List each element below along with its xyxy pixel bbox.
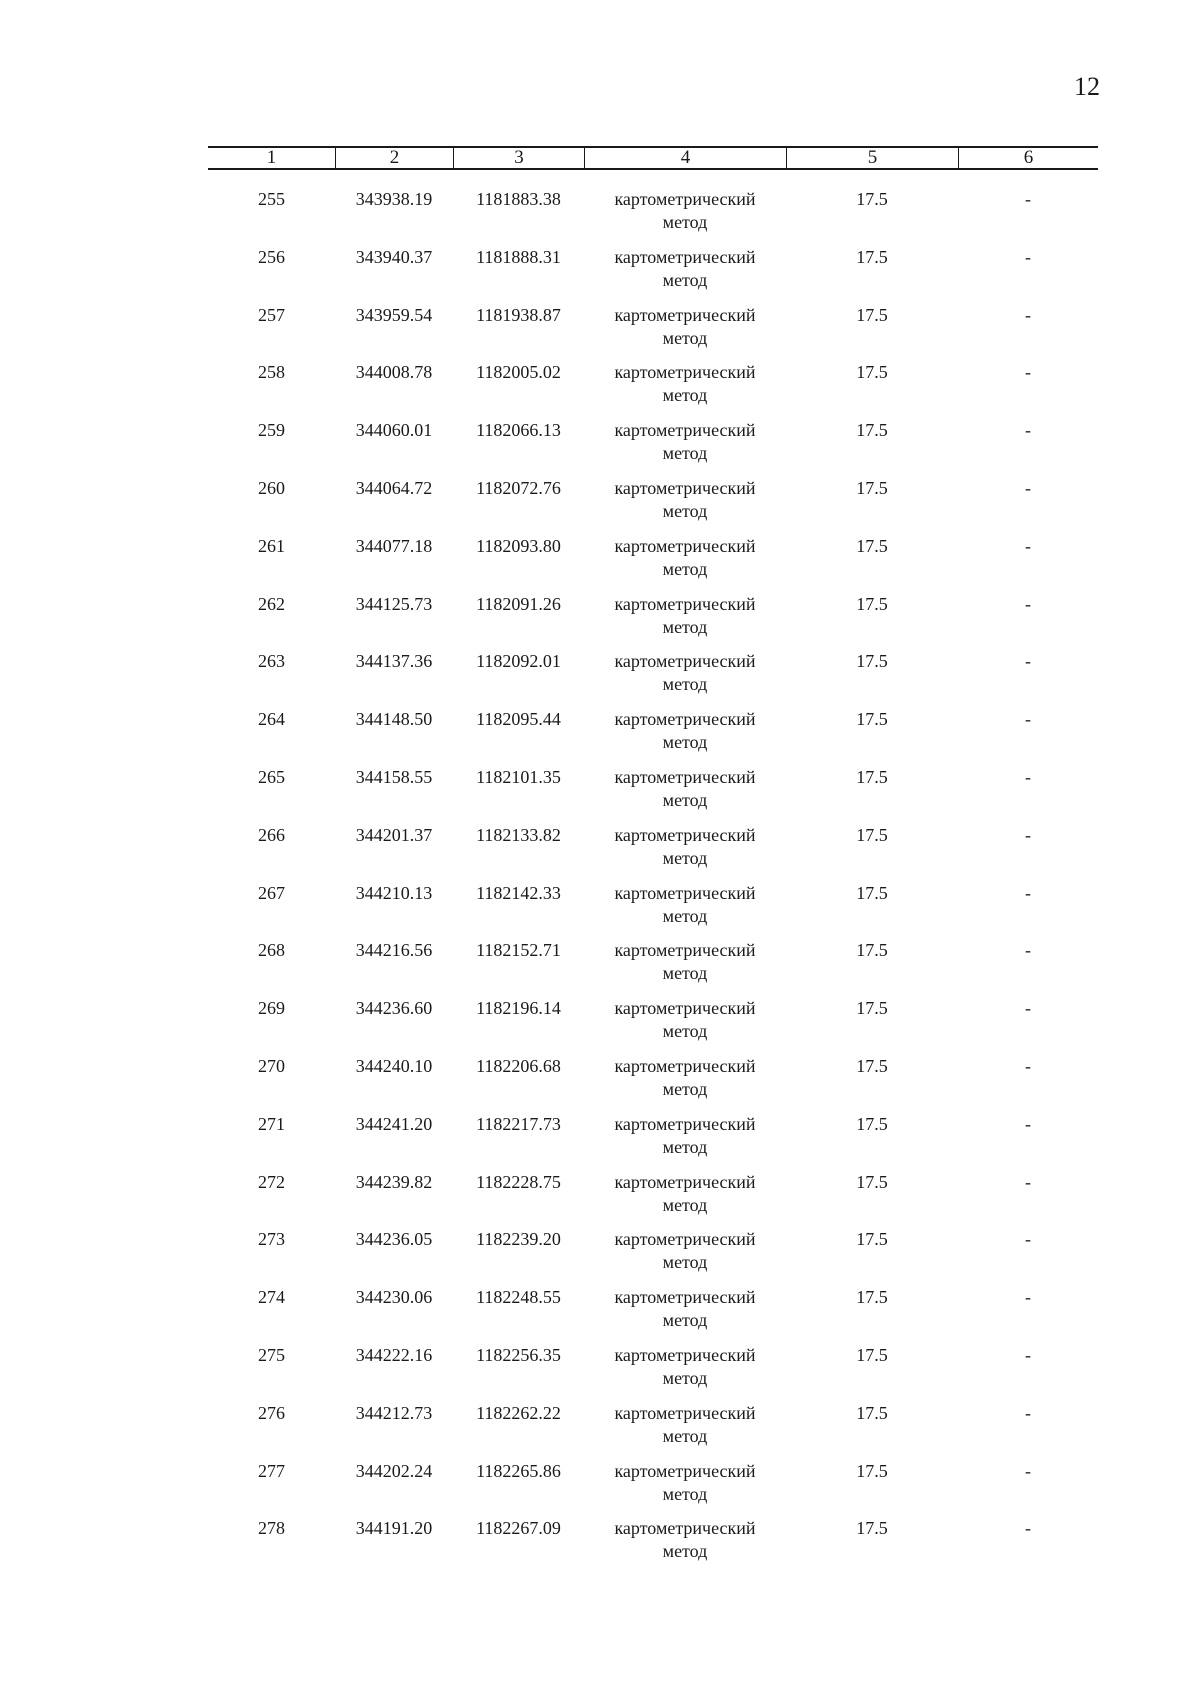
table-row (208, 708, 1098, 766)
point-number: 257 (258, 304, 285, 325)
method-line-1: картометрический (614, 535, 756, 556)
note-value: - (1025, 1287, 1031, 1308)
coord-x: 344216.56 (355, 940, 433, 961)
method-line-2: метод (662, 674, 708, 695)
method-line-1: картометрический (614, 189, 756, 209)
table-row (208, 535, 1098, 593)
point-number: 256 (258, 246, 285, 267)
point-number: 274 (258, 1287, 285, 1308)
method-cell (584, 593, 786, 651)
header-col-2: 2 (335, 148, 453, 168)
method-line-2: метод (662, 1021, 708, 1042)
method-line-1: картометрический (614, 882, 756, 903)
method-cell (584, 708, 786, 766)
accuracy-value: 17.5 (856, 651, 888, 672)
coord-x: 344201.37 (355, 824, 433, 845)
method-cell (584, 246, 786, 304)
method-line-1: картометрический (614, 1344, 756, 1365)
note-value: - (1025, 824, 1031, 845)
coord-y: 1182091.26 (476, 593, 561, 614)
note-value: - (1025, 882, 1031, 903)
coord-y: 1182093.80 (476, 535, 561, 556)
note-value: - (1025, 362, 1031, 383)
method-line-1: картометрический (614, 1229, 756, 1250)
method-cell (584, 882, 786, 940)
method-line-1: картометрический (614, 362, 756, 383)
accuracy-value: 17.5 (856, 709, 888, 730)
coord-x: 344240.10 (355, 1055, 433, 1076)
method-line-2: метод (662, 1367, 708, 1388)
method-line-1: картометрический (614, 593, 756, 614)
accuracy-value: 17.5 (856, 1229, 888, 1250)
method-line-2: метод (662, 1252, 708, 1273)
method-line-2: метод (662, 1425, 708, 1446)
point-number: 268 (258, 940, 285, 961)
coord-y: 1182095.44 (476, 709, 561, 730)
note-value: - (1025, 304, 1031, 325)
method-line-1: картометрический (614, 1113, 756, 1134)
method-cell (584, 361, 786, 419)
note-value: - (1025, 1055, 1031, 1076)
method-cell (584, 304, 786, 362)
method-line-1: картометрический (614, 1402, 756, 1423)
coord-x: 344191.20 (355, 1518, 433, 1539)
method-line-2: метод (662, 269, 708, 290)
coordinates-table (208, 146, 1098, 1575)
accuracy-value: 17.5 (856, 1402, 888, 1423)
coord-x: 344148.50 (355, 709, 433, 730)
table-row (208, 824, 1098, 882)
coord-y: 1182101.35 (476, 766, 561, 787)
coord-x: 343940.37 (355, 246, 433, 267)
page-number: 12 (1074, 72, 1100, 101)
accuracy-value: 17.5 (856, 189, 888, 209)
table-row (208, 419, 1098, 477)
accuracy-value: 17.5 (856, 593, 888, 614)
point-number: 273 (258, 1229, 285, 1250)
table-row (208, 1055, 1098, 1113)
method-line-2: метод (662, 1483, 708, 1504)
note-value: - (1025, 535, 1031, 556)
note-value: - (1025, 420, 1031, 441)
coord-x: 344241.20 (355, 1113, 433, 1134)
method-line-2: метод (662, 1541, 708, 1562)
method-cell (584, 650, 786, 708)
coord-y: 1182066.13 (476, 420, 561, 441)
note-value: - (1025, 593, 1031, 614)
note-value: - (1025, 1344, 1031, 1365)
header-col-4: 4 (584, 148, 786, 168)
point-number: 277 (258, 1460, 285, 1481)
accuracy-value: 17.5 (856, 1055, 888, 1076)
point-number: 261 (258, 535, 285, 556)
method-line-1: картометрический (614, 1055, 756, 1076)
table-row (208, 593, 1098, 651)
header-col-3: 3 (453, 148, 584, 168)
table-row (208, 477, 1098, 535)
coord-x: 344060.01 (355, 420, 433, 441)
accuracy-value: 17.5 (856, 882, 888, 903)
coord-y: 1182265.86 (476, 1460, 561, 1481)
method-cell (584, 766, 786, 824)
method-line-2: метод (662, 500, 708, 521)
method-line-1: картометрический (614, 709, 756, 730)
point-number: 276 (258, 1402, 285, 1423)
note-value: - (1025, 1113, 1031, 1134)
coord-x: 344077.18 (355, 535, 433, 556)
method-cell (584, 1055, 786, 1113)
accuracy-value: 17.5 (856, 362, 888, 383)
table-row (208, 766, 1098, 824)
coord-y: 1181938.87 (476, 304, 561, 325)
table-row (208, 882, 1098, 940)
coord-y: 1181888.31 (476, 246, 561, 267)
method-line-2: метод (662, 1136, 708, 1157)
note-value: - (1025, 1171, 1031, 1192)
method-line-1: картометрический (614, 766, 756, 787)
method-cell (584, 1286, 786, 1344)
table-row (208, 1344, 1098, 1402)
table-row (208, 1171, 1098, 1229)
table-row (208, 1286, 1098, 1344)
method-line-1: картометрический (614, 477, 756, 498)
accuracy-value: 17.5 (856, 420, 888, 441)
note-value: - (1025, 998, 1031, 1019)
note-value: - (1025, 651, 1031, 672)
method-cell (584, 997, 786, 1055)
accuracy-value: 17.5 (856, 1460, 888, 1481)
table-row (208, 997, 1098, 1055)
method-line-1: картометрический (614, 998, 756, 1019)
note-value: - (1025, 709, 1031, 730)
method-line-2: метод (662, 1194, 708, 1215)
method-cell (584, 535, 786, 593)
method-cell (584, 477, 786, 535)
coord-x: 344210.13 (355, 882, 433, 903)
accuracy-value: 17.5 (856, 1113, 888, 1134)
coord-x: 344222.16 (355, 1344, 433, 1365)
header-col-1: 1 (266, 147, 277, 168)
method-cell (584, 1344, 786, 1402)
method-cell (584, 1171, 786, 1229)
table-row (208, 246, 1098, 304)
method-cell (584, 1113, 786, 1171)
coord-x: 344137.36 (355, 651, 433, 672)
table-row (208, 939, 1098, 997)
accuracy-value: 17.5 (856, 246, 888, 267)
method-line-2: метод (662, 905, 708, 926)
method-line-2: метод (662, 1078, 708, 1099)
accuracy-value: 17.5 (856, 998, 888, 1019)
coord-y: 1182267.09 (476, 1518, 561, 1539)
point-number: 275 (258, 1344, 285, 1365)
coord-y: 1182092.01 (476, 651, 561, 672)
coord-x: 344064.72 (355, 477, 433, 498)
method-line-2: метод (662, 963, 708, 984)
accuracy-value: 17.5 (856, 535, 888, 556)
table-row (208, 1228, 1098, 1286)
point-number: 262 (258, 593, 285, 614)
method-line-2: метод (662, 212, 708, 232)
note-value: - (1025, 246, 1031, 267)
method-line-2: метод (662, 558, 708, 579)
coord-y: 1182248.55 (476, 1287, 561, 1308)
method-cell (584, 1228, 786, 1286)
coord-x: 344212.73 (355, 1402, 433, 1423)
method-line-2: метод (662, 385, 708, 406)
method-cell (584, 1460, 786, 1518)
table-row (208, 188, 1098, 246)
point-number: 271 (258, 1113, 285, 1134)
coord-y: 1182206.68 (476, 1055, 561, 1076)
method-line-2: метод (662, 1310, 708, 1331)
point-number: 269 (258, 998, 285, 1019)
table-row (208, 1460, 1098, 1518)
method-line-2: метод (662, 443, 708, 464)
coord-y: 1182152.71 (476, 940, 561, 961)
method-line-1: картометрический (614, 1460, 756, 1481)
method-cell (584, 824, 786, 882)
note-value: - (1025, 189, 1031, 209)
accuracy-value: 17.5 (856, 824, 888, 845)
note-value: - (1025, 766, 1031, 787)
accuracy-value: 17.5 (856, 1344, 888, 1365)
method-cell (584, 419, 786, 477)
coord-y: 1181883.38 (476, 189, 561, 209)
table-row (208, 650, 1098, 708)
point-number: 278 (258, 1518, 285, 1539)
note-value: - (1025, 477, 1031, 498)
header-col-6: 6 (958, 148, 1098, 168)
coord-y: 1182072.76 (476, 477, 561, 498)
table-row (208, 1517, 1098, 1575)
coord-x: 344202.24 (355, 1460, 433, 1481)
coord-y: 1182239.20 (476, 1229, 561, 1250)
coord-x: 344230.06 (355, 1287, 433, 1308)
point-number: 259 (258, 420, 285, 441)
note-value: - (1025, 1460, 1031, 1481)
method-line-1: картометрический (614, 304, 756, 325)
table-row (208, 1113, 1098, 1171)
method-line-1: картометрический (614, 246, 756, 267)
method-line-1: картометрический (614, 1287, 756, 1308)
accuracy-value: 17.5 (856, 304, 888, 325)
point-number: 263 (258, 651, 285, 672)
accuracy-value: 17.5 (856, 1518, 888, 1539)
coord-x: 343959.54 (355, 304, 433, 325)
note-value: - (1025, 1229, 1031, 1250)
coord-x: 343938.19 (355, 189, 433, 209)
table-body (208, 188, 1098, 1575)
table-row (208, 304, 1098, 362)
method-line-1: картометрический (614, 824, 756, 845)
coord-x: 344125.73 (355, 593, 433, 614)
point-number: 272 (258, 1171, 285, 1192)
accuracy-value: 17.5 (856, 477, 888, 498)
method-line-1: картометрический (614, 420, 756, 441)
method-line-1: картометрический (614, 1171, 756, 1192)
table-header (208, 146, 1098, 170)
point-number: 260 (258, 477, 285, 498)
coord-y: 1182256.35 (476, 1344, 561, 1365)
note-value: - (1025, 1518, 1031, 1539)
point-number: 270 (258, 1055, 285, 1076)
method-line-2: метод (662, 847, 708, 868)
point-number: 266 (258, 824, 285, 845)
method-cell (584, 939, 786, 997)
method-line-1: картометрический (614, 940, 756, 961)
coord-y: 1182133.82 (476, 824, 561, 845)
point-number: 258 (258, 362, 285, 383)
method-cell (584, 188, 786, 246)
note-value: - (1025, 940, 1031, 961)
point-number: 264 (258, 709, 285, 730)
table-row (208, 361, 1098, 419)
header-col-5: 5 (786, 148, 958, 168)
table-row (208, 1402, 1098, 1460)
method-line-1: картометрический (614, 1518, 756, 1539)
method-line-2: метод (662, 327, 708, 348)
coord-y: 1182005.02 (476, 362, 561, 383)
method-line-2: метод (662, 789, 708, 810)
coord-y: 1182262.22 (476, 1402, 561, 1423)
accuracy-value: 17.5 (856, 1287, 888, 1308)
coord-x: 344008.78 (355, 362, 433, 383)
method-line-2: метод (662, 616, 708, 637)
coord-x: 344239.82 (355, 1171, 433, 1192)
point-number: 267 (258, 882, 285, 903)
coord-y: 1182228.75 (476, 1171, 561, 1192)
coord-y: 1182142.33 (476, 882, 561, 903)
method-cell (584, 1517, 786, 1575)
method-line-1: картометрический (614, 651, 756, 672)
coord-y: 1182217.73 (476, 1113, 561, 1134)
method-cell (584, 1402, 786, 1460)
coord-x: 344236.05 (355, 1229, 433, 1250)
coord-y: 1182196.14 (476, 998, 561, 1019)
accuracy-value: 17.5 (856, 766, 888, 787)
coord-x: 344158.55 (355, 766, 433, 787)
note-value: - (1025, 1402, 1031, 1423)
method-line-2: метод (662, 732, 708, 753)
point-number: 255 (258, 189, 285, 209)
accuracy-value: 17.5 (856, 940, 888, 961)
coord-x: 344236.60 (355, 998, 433, 1019)
accuracy-value: 17.5 (856, 1171, 888, 1192)
point-number: 265 (258, 766, 285, 787)
